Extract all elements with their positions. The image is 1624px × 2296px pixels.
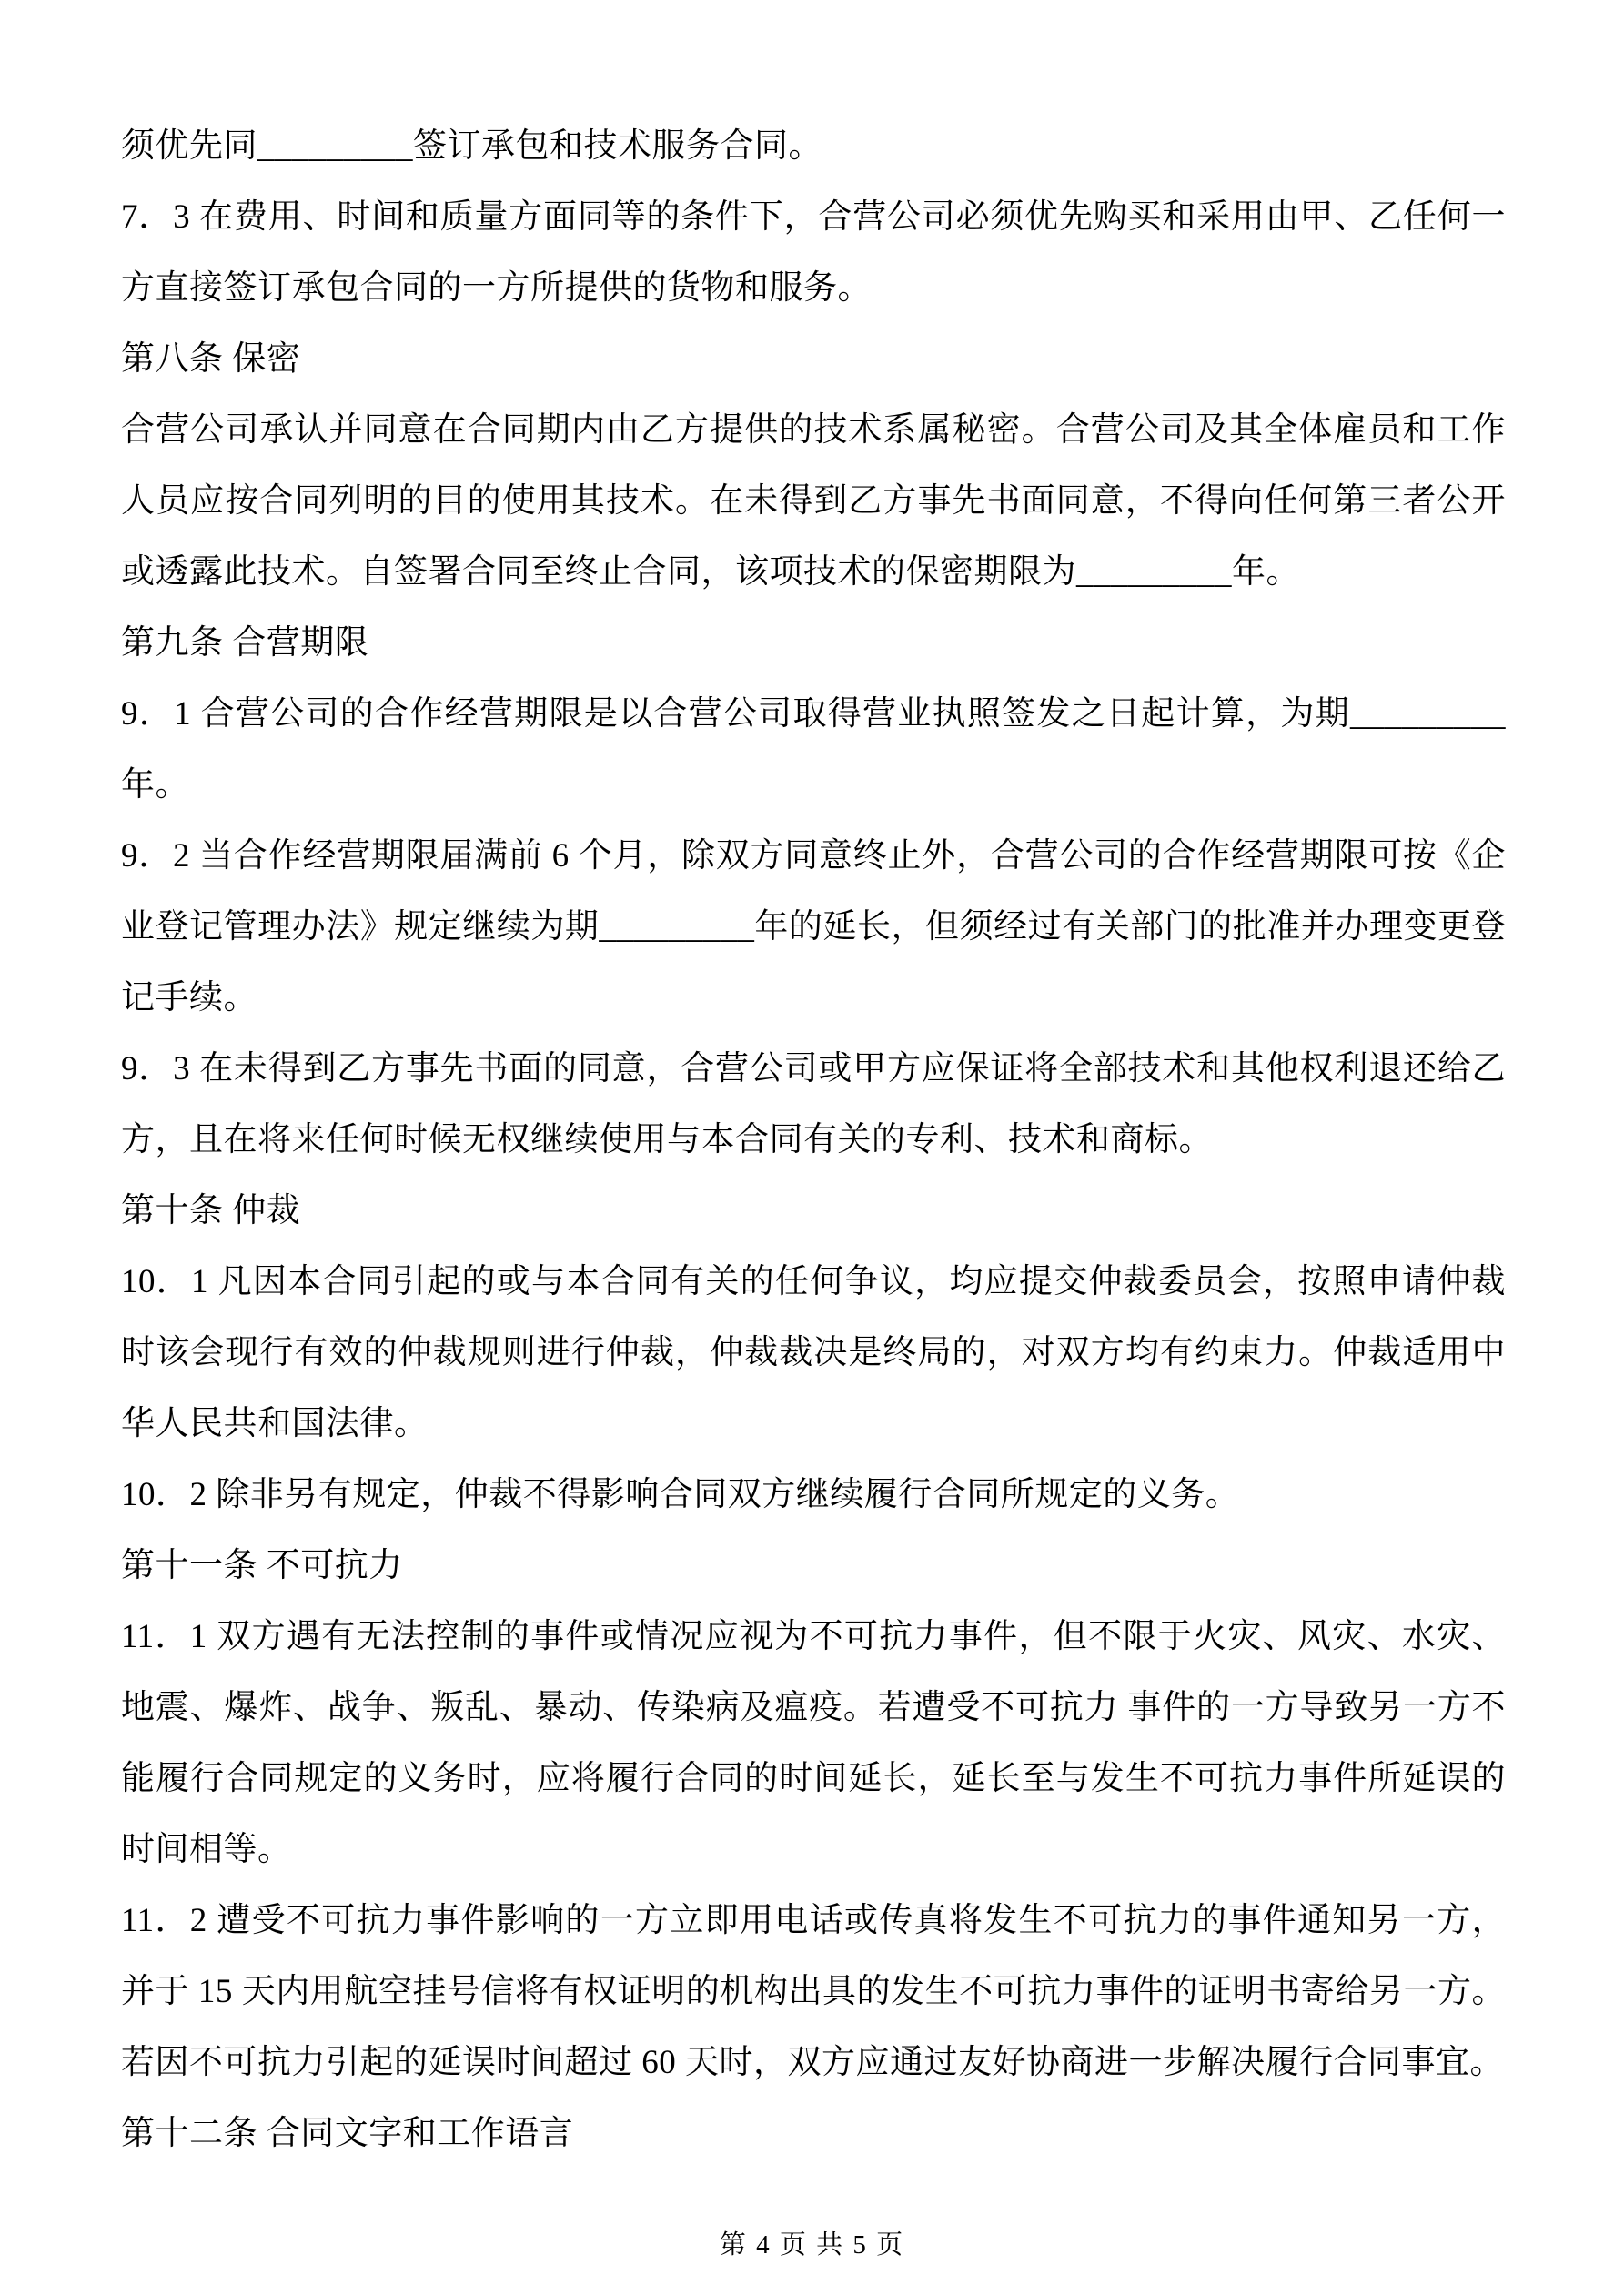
paragraph-article-8-body: 合营公司承认并同意在合同期内由乙方提供的技术系属秘密。合营公司及其全体雇员和工作人员应按合同列明的目的使用其技术。在未得到乙方事先书面同意，不得向任何第三者公开或透露此技术。自签署合同至终止合同，该项技术的保密期限为_________年。 — [121, 411, 1506, 591]
paragraph-clause-11-2: 11．2 遭受不可抗力事件影响的一方立即用电话或传真将发生不可抗力的事件通知另一方，并于 15 天内用航空挂号信将有权证明的机构出具的发生不可抗力事件的证明书寄给另一方。若因不可抗力引起的延误时间超过 60 天时，双方应通过友好协商进一步解决履行合同事宜。 — [121, 1902, 1506, 2081]
paragraph-clause-9-2: 9．2 当合作经营期限届满前 6 个月，除双方同意终止外，合营公司的合作经营期限可按《企业登记管理办法》规定继续为期_________年的延长，但须经过有关部门的批准并办理变更登记手续。 — [121, 837, 1506, 1017]
paragraph-clause-9-3: 9．3 在未得到乙方事先书面的同意，合营公司或甲方应保证将全部技术和其他权利退还给乙方，且在将来任何时候无权继续使用与本合同有关的专利、技术和商标。 — [121, 1050, 1506, 1158]
paragraph-clause-11-1: 11．1 双方遇有无法控制的事件或情况应视为不可抗力事件，但不限于火灾、风灾、水灾、地震、爆炸、战争、叛乱、暴动、传染病及瘟疫。若遭受不可抗力 事件的一方导致另一方不能履行合同规定的义务时，应将履行合同的时间延长，延长至与发生不可抗力事件所延误的时间相等。 — [121, 1618, 1506, 1868]
paragraph-clause-10-1: 10．1 凡因本合同引起的或与本合同有关的任何争议，均应提交仲裁委员会，按照申请仲裁时该会现行有效的仲裁规则进行仲裁，仲裁裁决是终局的，对双方均有约束力。仲裁适用中华人民共和国法律。 — [121, 1263, 1506, 1442]
paragraph-clause-9-1: 9．1 合营公司的合作经营期限是以合营公司取得营业执照签发之日起计算，为期_________年。 — [121, 695, 1506, 804]
paragraph-clause-10-2: 10．2 除非另有规定，仲裁不得影响合同双方继续履行合同所规定的义务。 — [121, 1476, 1240, 1513]
heading-article-12: 第十二条 合同文字和工作语言 — [121, 2115, 574, 2152]
paragraph-continuation: 须优先同_________签订承包和技术服务合同。 — [121, 127, 822, 165]
contract-body — [121, 111, 1506, 2170]
heading-article-8: 第八条 保密 — [121, 340, 301, 378]
heading-article-10: 第十条 仲裁 — [121, 1192, 301, 1229]
paragraph-clause-7-3: 7．3 在费用、时间和质量方面同等的条件下，合营公司必须优先购买和采用由甲、乙任何一方直接签订承包合同的一方所提供的货物和服务。 — [121, 198, 1506, 307]
heading-article-11: 第十一条 不可抗力 — [121, 1547, 403, 1584]
heading-article-9: 第九条 合营期限 — [121, 624, 369, 662]
page-number: 第 4 页 共 5 页 — [719, 2230, 905, 2260]
